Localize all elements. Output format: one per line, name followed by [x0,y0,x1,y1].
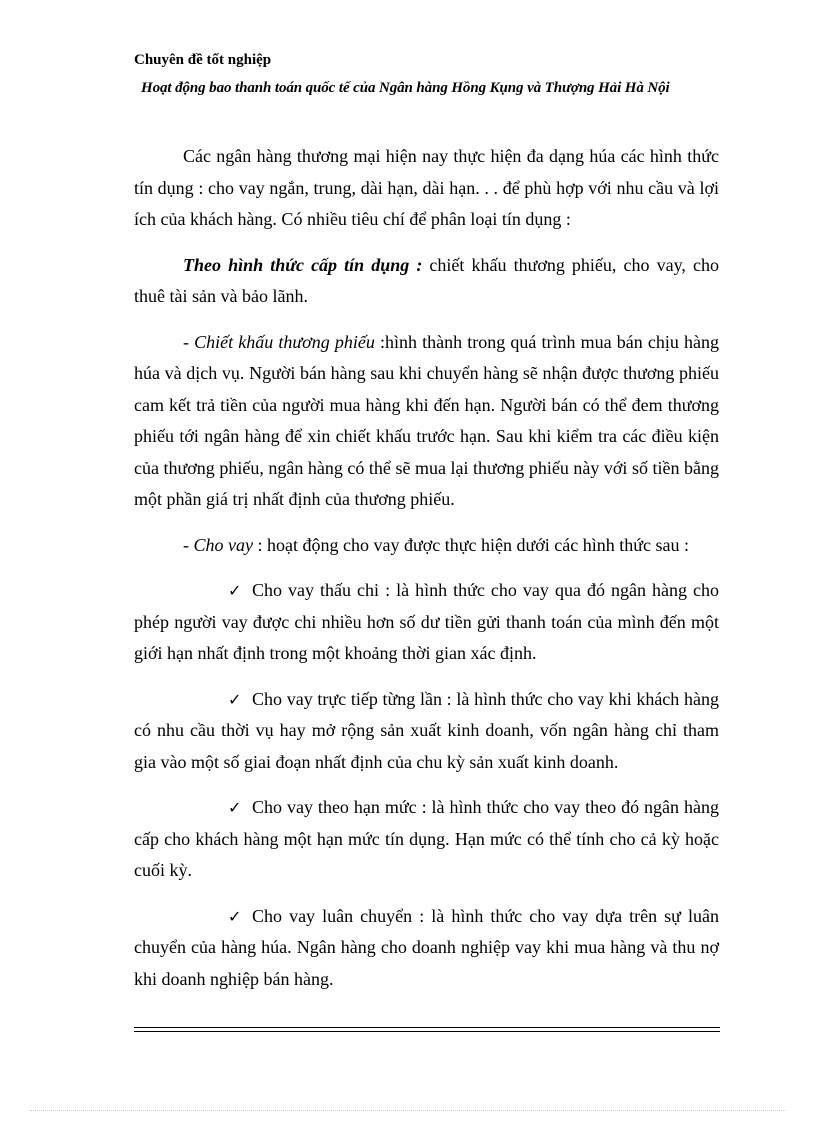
loan-type-item [134,901,719,996]
loan-type-item [134,684,719,779]
loan-type-text: Cho vay trực tiếp từng lần : là hình thức cho vay khi khách hàng có nhu cầu thời vụ hay mở rộng sản xuất kinh doanh, vốn ngân hàng chỉ tham gia vào một số giai đoạn nhất định của chu kỳ sản xuất kinh doanh. [134,688,719,772]
discount-text: :hình thành trong quá trình mua bán chịu hàng húa và dịch vụ. Người bán hàng sau khi chuyển hàng sẽ nhận được thương phiếu cam kết trả tiền của người mua hàng khi đến hạn. Người bán có thể đem thương phiếu tới ngân hàng để xin chiết khấu trước hạn. Sau khi kiểm tra các điều kiện của thương phiếu, ngân hàng có thể sẽ mua lại thương phiếu này với số tiền bằng một phần giá trị nhất định của thương phiếu. [134,331,720,509]
loan-type-item [134,575,719,670]
credit-form-heading: Theo hình thức cấp tín dụng : [183,254,423,275]
check-icon: ✓ [228,906,242,926]
check-icon: ✓ [228,689,242,709]
loan-type-item [134,792,719,887]
check-icon: ✓ [228,798,242,817]
loan-paragraph [134,530,719,562]
page-header [134,50,734,98]
loan-type-text: Cho vay thấu chi : là hình thức cho vay qua đó ngân hàng cho phép người vay được chi nhiều hơn số dư tiền gửi thanh toán của mình đến một giới hạn nhất định trong một khoảng thời gian xác định. [134,580,719,663]
discount-term: Chiết khấu thương phiếu [194,331,375,352]
header-subtitle: Hoạt động bao thanh toán quốc tế của Ngân hàng Hồng Kụng và Thượng Hải Hà Nội [141,80,670,96]
loan-term: Cho vay [193,534,253,555]
loan-type-text: Cho vay theo hạn mức : là hình thức cho vay theo đó ngân hàng cấp cho khách hàng một hạn mức tín dụng. Hạn mức có thể tính cho cả kỳ hoặc cuối kỳ. [134,797,719,880]
check-icon: ✓ [228,581,242,600]
footer-rule-bottom [134,1031,720,1032]
page-bottom-dotted-line [30,1110,786,1111]
document-body [134,141,719,1009]
loan-text: : hoạt động cho vay được thực hiện dưới các hình thức sau : [252,534,689,555]
footer-rule-top [134,1027,720,1028]
loan-type-text: Cho vay luân chuyển : là hình thức cho vay dựa trên sự luân chuyển của hàng húa. Ngân hàng cho doanh nghiệp vay khi mua hàng và thu nợ khi doanh nghiệp bán hàng. [134,905,719,989]
loan-prefix: - [183,534,194,555]
discount-paragraph [134,327,719,516]
header-title: Chuyên đề tốt nghiệp [134,52,272,68]
credit-form-paragraph [134,250,719,313]
credit-form-text: chiết khấu thương phiếu, cho vay, cho thuê tài sản và bảo lãnh. [134,254,719,306]
intro-paragraph: Các ngân hàng thương mại hiện nay thực hiện đa dạng húa các hình thức tín dụng : cho vay ngắn, trung, dài hạn, dài hạn. . . để phù hợp với nhu cầu và lợi ích của khách hàng. Có nhiều tiêu chí để phân loại tín dụng : [134,146,719,229]
discount-prefix: - [183,331,195,352]
